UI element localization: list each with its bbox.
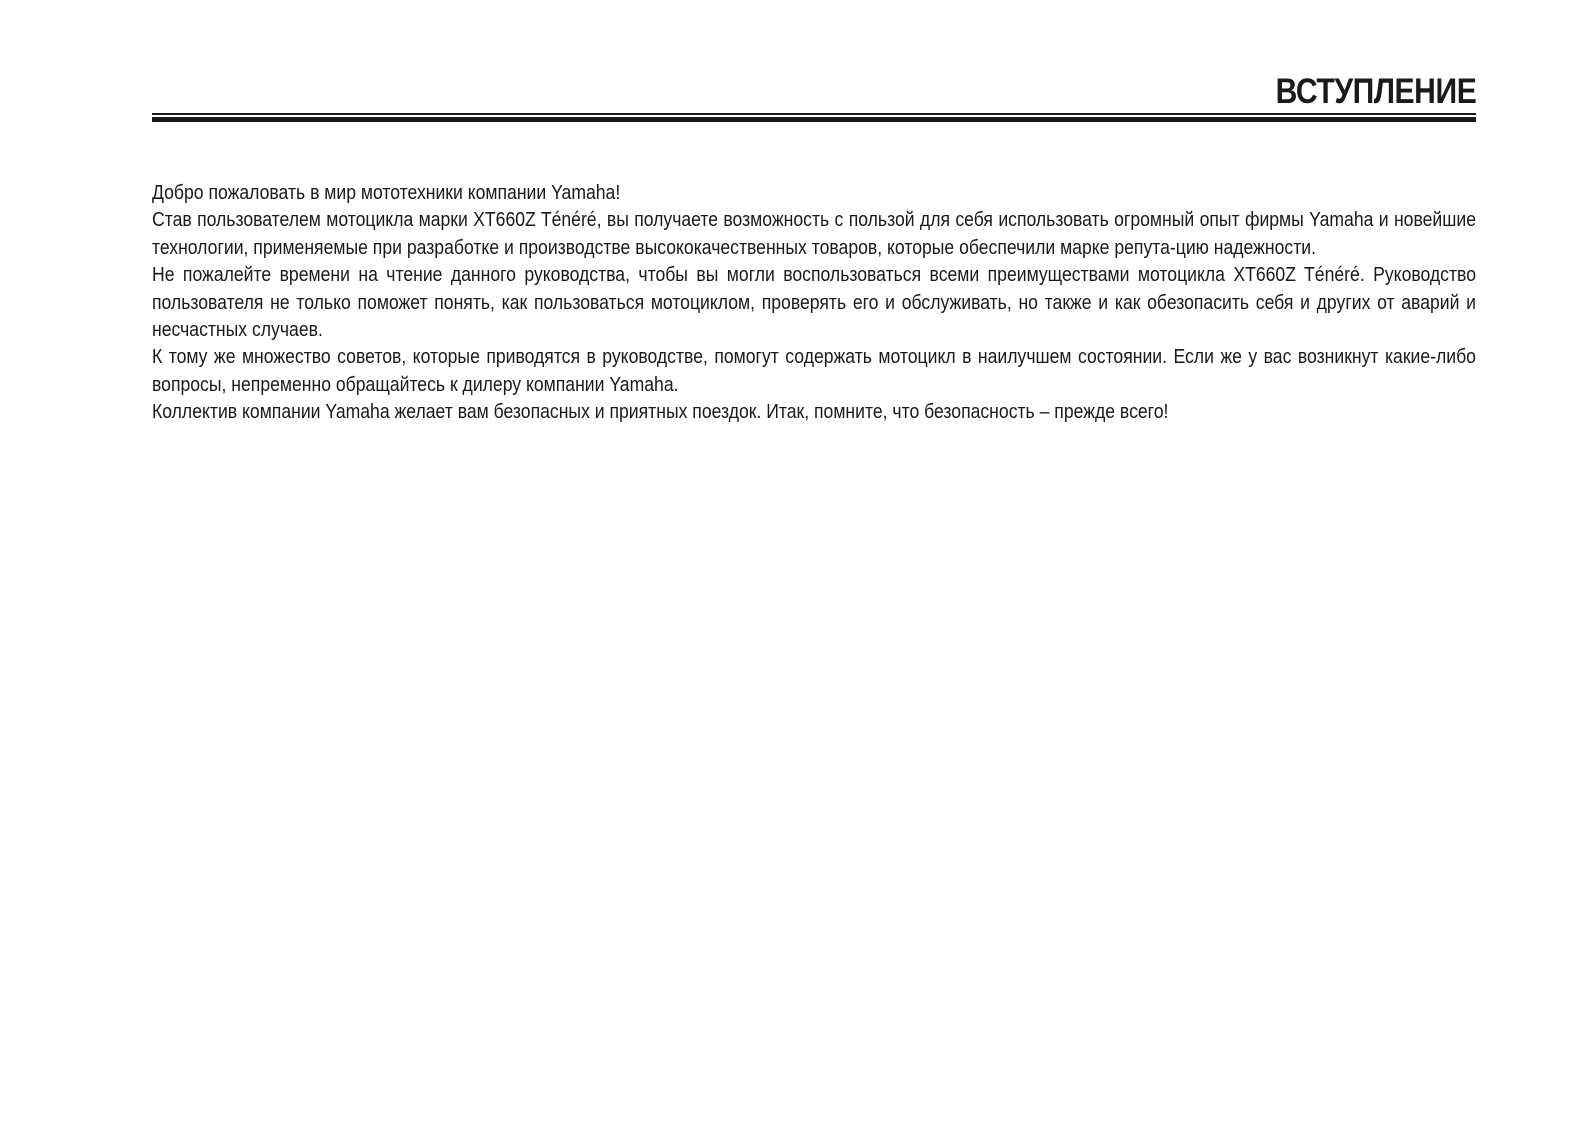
paragraph-closing: Коллектив компании Yamaha желает вам безопасных и приятных поездок. Итак, помните, что безопасность – прежде всего! xyxy=(152,401,1169,424)
paragraph-tips: К тому же множество советов, которые приводятся в руководстве, помогут содержать мотоцикл в наилучшем состоянии. Если же у вас возникнут какие-либо вопросы, непременно обращайтесь к дилеру компании Yamaha. xyxy=(152,346,1476,396)
intro-text xyxy=(152,180,1476,427)
paragraph-welcome: Добро пожаловать в мир мототехники компании Yamaha! xyxy=(152,182,621,204)
header-rule-thin xyxy=(152,113,1476,115)
header-rule-thick xyxy=(152,117,1476,122)
paragraph-read-manual: Не пожалейте времени на чтение данного руководства, чтобы вы могли воспользоваться всеми преимуществами мотоцикла XT660Z Ténéré. Руководство пользователя не только поможет понять, как пользоваться мотоциклом, проверять его и обслуживать, но также и как обезопасить себя и других от аварий и несчастных случаев. xyxy=(152,264,1476,342)
paragraph-ownership: Став пользователем мотоцикла марки XT660Z Ténéré, вы получаете возможность с пользой для себя использовать огромный опыт фирмы Yamaha и новейшие технологии, применяемые при разработке и производстве высококачественных товаров, которые обеспечили марке репута-цию надежности. xyxy=(152,209,1476,259)
section-header xyxy=(152,68,1476,126)
page-title: ВСТУПЛЕНИЕ xyxy=(1275,72,1476,111)
